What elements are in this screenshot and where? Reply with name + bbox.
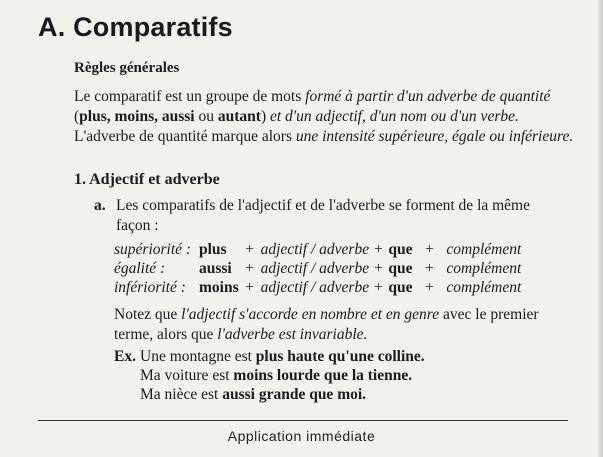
comparison-que: que [388, 260, 413, 277]
comparison-type: adjectif / adverbe + [260, 241, 384, 258]
comparison-label: égalité : [114, 260, 166, 277]
comparison-que: que [388, 279, 413, 296]
example-row [114, 385, 425, 404]
note-paragraph [114, 305, 554, 345]
comparison-complement: complément [446, 260, 522, 277]
comparison-label: supériorité : [114, 241, 192, 258]
comparison-que: que [388, 241, 413, 258]
comparison-plus: + [425, 260, 434, 277]
note-italic-1: l'adjectif s'accorde en nombre et en genre [181, 306, 440, 323]
comparison-adverb: plus [199, 241, 227, 258]
example-1-text: Une montagne est [140, 348, 256, 365]
comparison-plus: + [245, 260, 254, 277]
application-title: Application immédiate [227, 428, 376, 444]
comparison-type: adjectif / adverbe + [260, 260, 384, 277]
comparison-plus: + [245, 241, 254, 258]
intro-text-2: L'adverbe de quantité marque alors [74, 128, 296, 145]
example-3-text: Ma nièce est [140, 386, 223, 403]
page-edge-shadow [597, 0, 603, 457]
examples-label: Ex. [114, 348, 136, 365]
example-2-text: Ma voiture est [140, 367, 234, 384]
comparison-label: infériorité : [114, 279, 186, 296]
comparison-complement: complément [446, 279, 522, 296]
item-a [94, 196, 564, 236]
intro-italic-2: et d'un adjectif, d'un nom ou d'un verbe. [270, 108, 519, 125]
example-1-bold: plus haute qu'une colline. [255, 348, 425, 365]
intro-paragraph [74, 87, 574, 147]
comparison-plus: + [425, 241, 434, 258]
item-a-marker: a. [94, 197, 106, 214]
example-row [114, 366, 425, 385]
example-3-bold: aussi grande que moi. [222, 386, 367, 403]
intro-text-1: Le comparatif est un groupe de mots [74, 88, 306, 105]
part1-heading: 1. Adjectif et adverbe [74, 171, 220, 188]
comparison-adverb: moins [199, 279, 239, 296]
intro-bold-autant: autant [217, 108, 261, 125]
intro-paren-open: ( [74, 108, 80, 125]
intro-bold-adverbs: plus, moins, aussi [79, 108, 195, 125]
section-title: A. Comparatifs [38, 12, 233, 42]
comparison-row [114, 240, 526, 259]
note-text-1: Notez que [114, 306, 182, 323]
section-divider [38, 420, 568, 421]
comparison-plus: + [245, 279, 254, 296]
example-2-bold: moins lourde que la tienne. [233, 367, 413, 384]
comparison-adverb: aussi [199, 260, 232, 277]
intro-paren-close: ) [260, 108, 270, 125]
intro-ou: ou [194, 108, 218, 125]
item-a-text: Les comparatifs de l'adjectif et de l'adverbe se forment de la même façon : [116, 197, 530, 234]
comparison-type: adjectif / adverbe + [260, 279, 384, 296]
comparison-row [114, 278, 526, 297]
comparison-row [114, 259, 526, 278]
section-subtitle: Règles générales [74, 60, 180, 76]
examples-block [114, 347, 425, 404]
comparison-table [114, 240, 526, 297]
comparison-plus: + [425, 279, 434, 296]
intro-italic-3: une intensité supérieure, égale ou inférieure. [295, 128, 574, 145]
intro-italic-1: formé à partir d'un adverbe de quantité [305, 88, 551, 105]
example-row [114, 347, 425, 366]
note-text-2: avec le premier terme, alors que [114, 306, 539, 343]
note-italic-2: l'adverbe est invariable. [217, 326, 368, 343]
comparison-complement: complément [446, 241, 522, 258]
